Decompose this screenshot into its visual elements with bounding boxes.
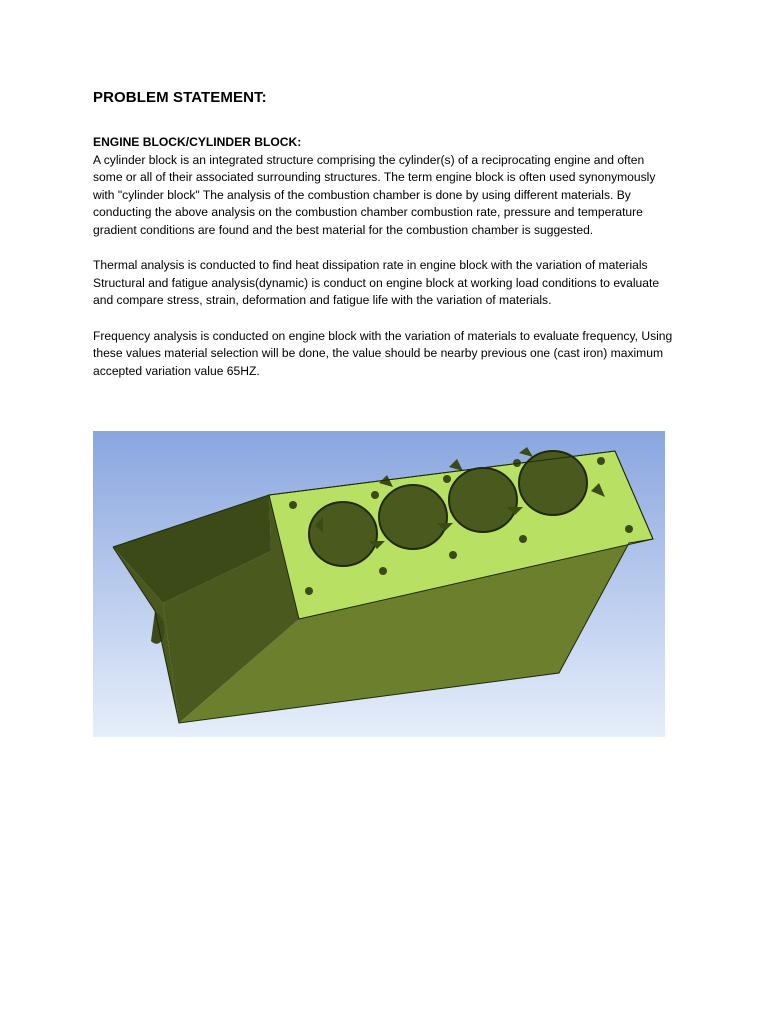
body-text	[93, 134, 673, 398]
engine-block-render	[93, 431, 665, 737]
section-heading: ENGINE BLOCK/CYLINDER BLOCK:	[93, 135, 302, 149]
cylinder-bore-3	[449, 468, 517, 532]
paragraph-thermal: Thermal analysis is conducted to find heat dissipation rate in engine block with the variation of materials Structural and fatigue analysis(dynamic) is conduct on engine block at working load conditions to evaluate and compare stress, strain, deformation and fatigue life with the variation of materials.	[93, 258, 660, 308]
paragraph-intro: A cylinder block is an integrated structure comprising the cylinder(s) of a reciprocating engine and often some or all of their associated surrounding structures. The term engine block is often used synonymously with "cylinder block" The analysis of the combustion chamber is done by using different materials. By conducting the above analysis on the combustion chamber combustion rate, pressure and temperature gradient conditions are found and the best material for the combustion chamber is suggested.	[93, 152, 656, 237]
cylinder-bore-4	[519, 451, 587, 515]
page-title: PROBLEM STATEMENT:	[93, 89, 267, 106]
cylinder-bore-1	[309, 502, 377, 566]
paragraph-frequency: Frequency analysis is conducted on engine block with the variation of materials to evaluate frequency, Using these values material selection will be done, the value should be nearby previous one (cast iron) maximum accepted variation value 65HZ.	[93, 328, 673, 378]
engine-block-model-figure	[93, 431, 665, 737]
cylinder-bore-2	[379, 485, 447, 549]
